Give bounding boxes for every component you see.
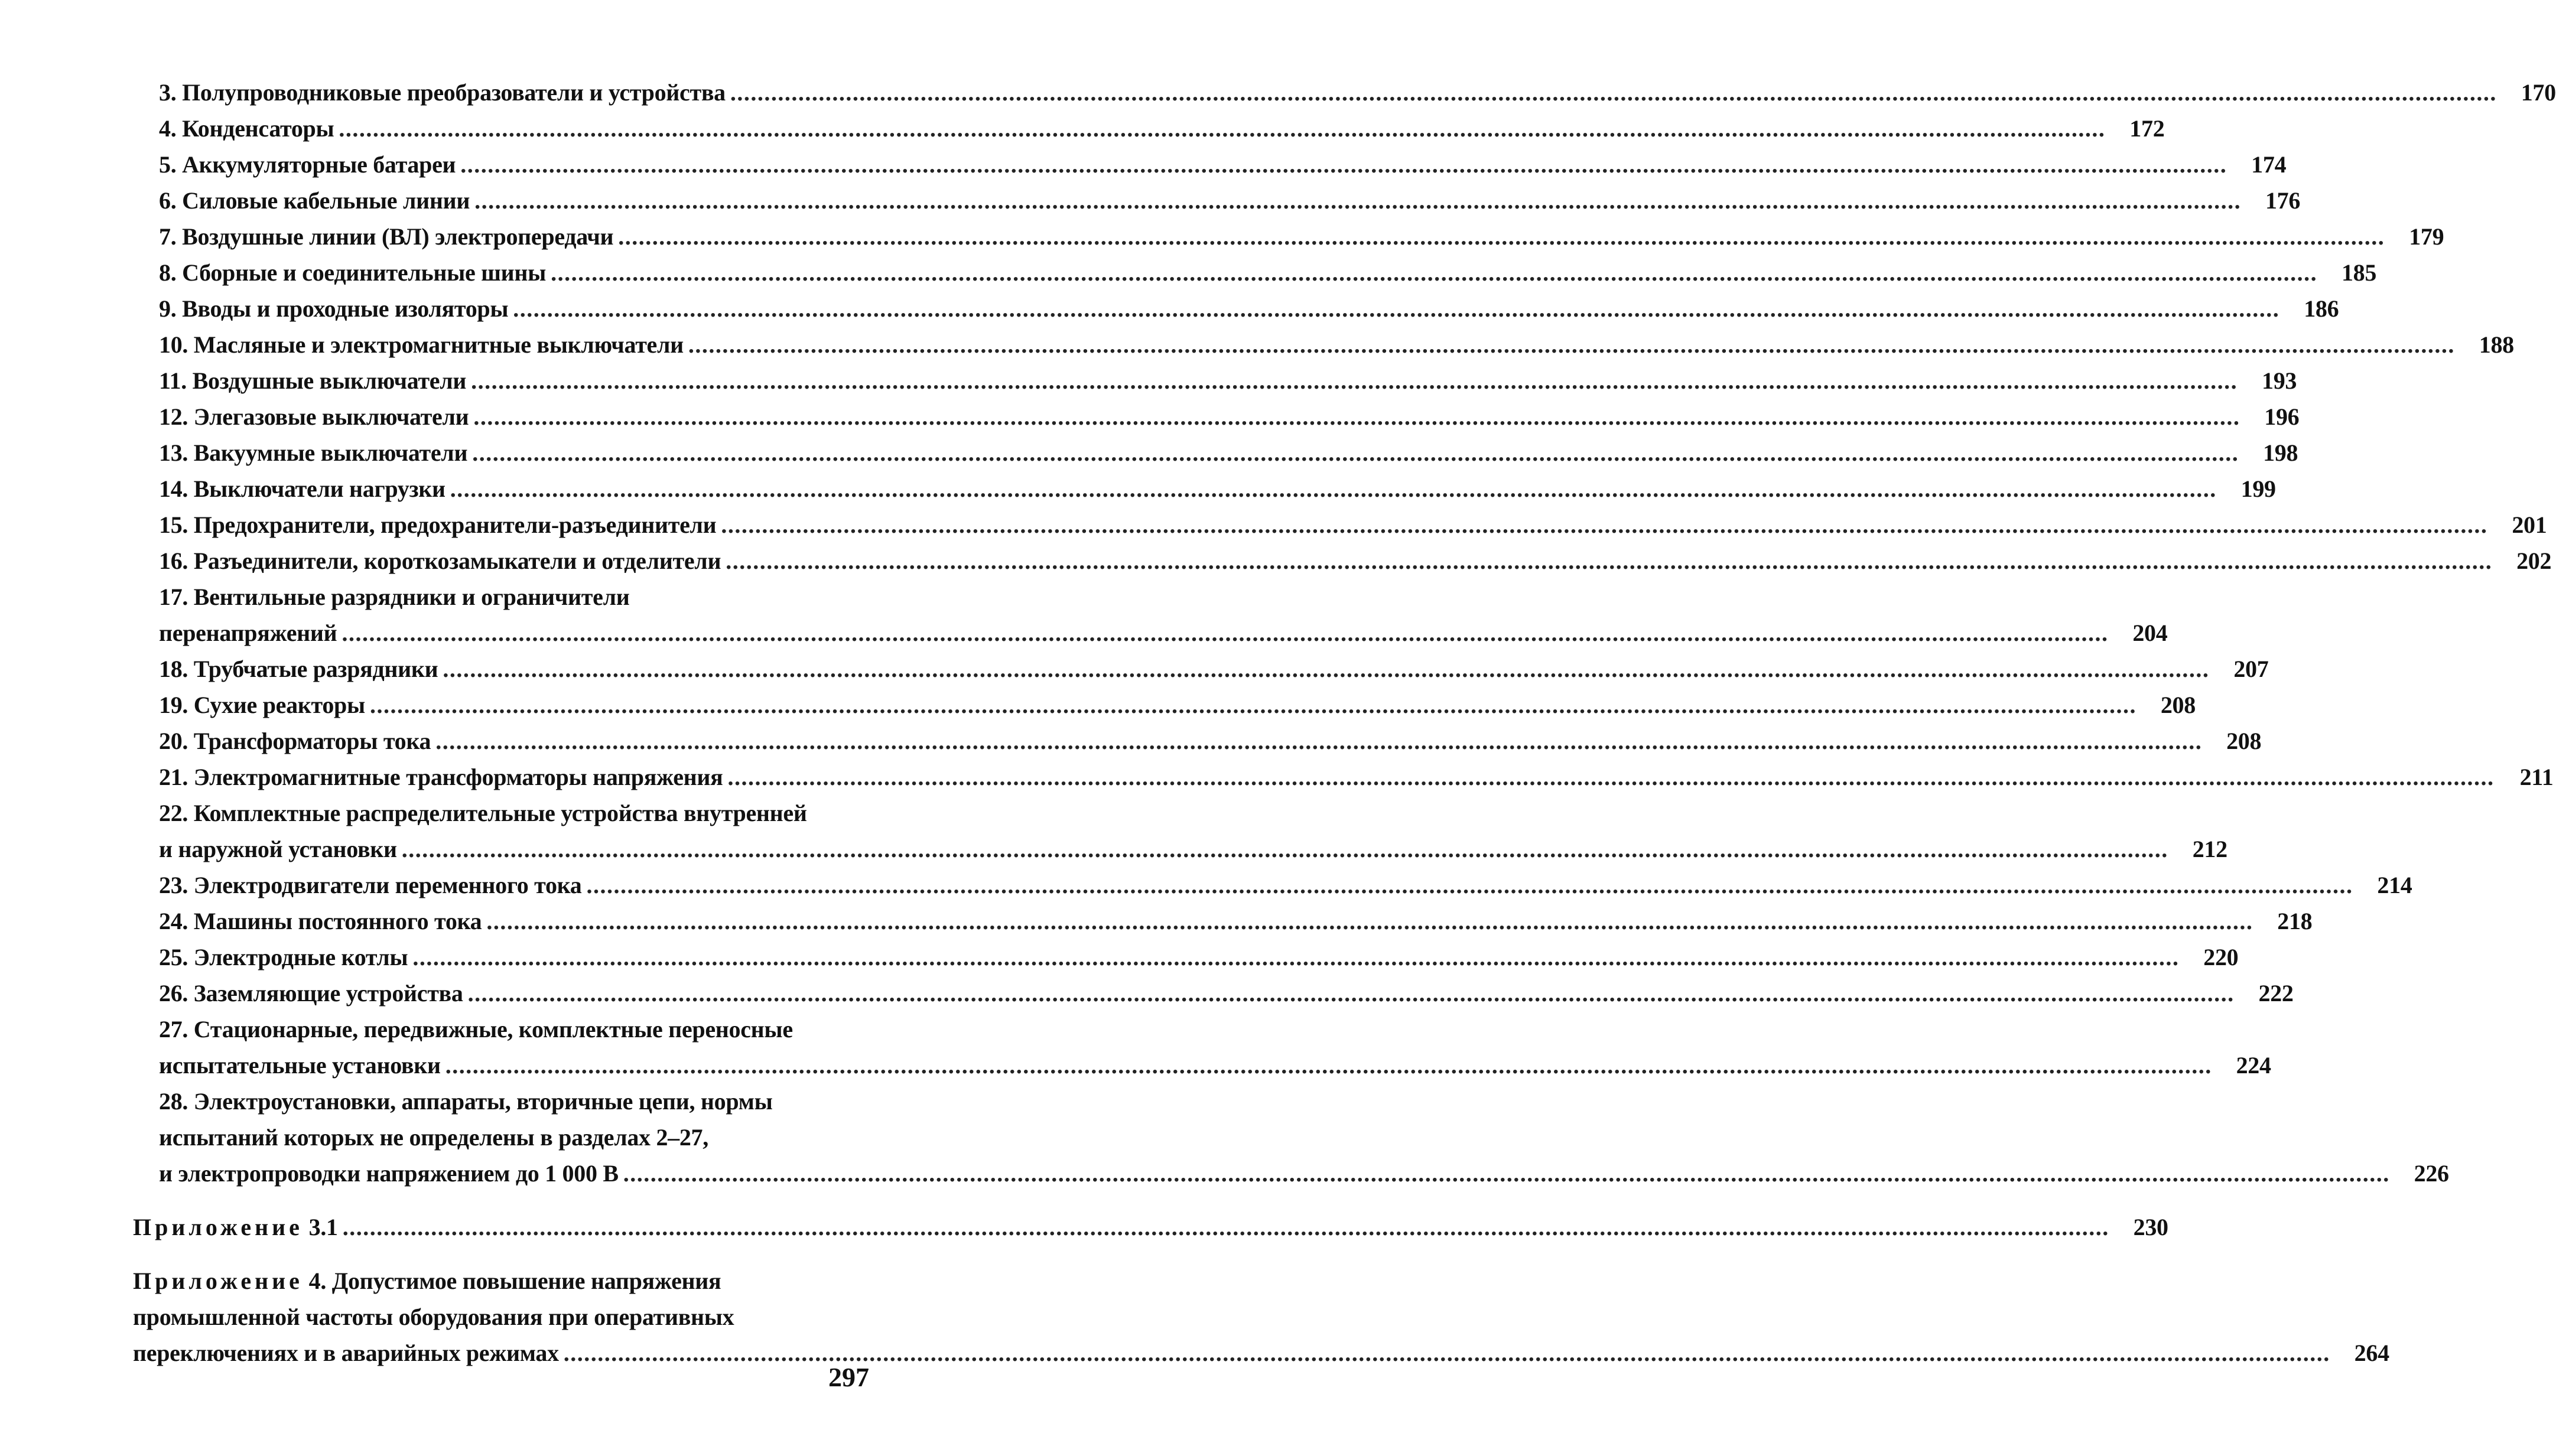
toc-entry[interactable] [133,867,2412,903]
toc-entry-title [159,471,445,507]
toc-entry-leader-line [159,255,2377,291]
toc-entry-text: 3.1 [303,1214,338,1240]
toc-entry-text: 12. Элегазовые выключатели [159,403,469,430]
toc-entry-title [159,975,463,1011]
toc-entry-leader-line [159,110,2165,146]
toc-entry-leader-line [159,867,2412,903]
toc-entry-title [159,255,546,291]
dot-leader: .................................................................................................................................................................................................................................................................... [474,187,2242,214]
toc-entry[interactable] [133,939,2239,975]
dot-leader: .................................................................................................................................................................................................................................................................... [726,548,2493,574]
dot-leader: .................................................................................................................................................................................................................................................................... [369,692,2136,718]
dot-leader: .................................................................................................................................................................................................................................................................... [460,151,2227,178]
section-gap [133,1245,874,1263]
toc-page-number: 172 [2129,115,2165,142]
toc-entry-leader-line [159,903,2313,939]
toc-entry-line [159,579,874,615]
toc-entry-text: 24. Машины постоянного тока [159,908,482,934]
toc-entry-title [159,183,470,219]
toc-entry-leader-line [133,1209,2168,1245]
toc-entry-leader-line [159,543,2552,579]
toc-entry-leader-line [159,507,2547,543]
toc-page-number: 220 [2203,944,2239,970]
toc-entry-text: 20. Трансформаторы тока [159,728,431,754]
dot-leader: .................................................................................................................................................................................................................................................................... [551,259,2318,286]
toc-page-number: 202 [2516,548,2552,574]
toc-appendix-entry[interactable] [133,1209,2168,1245]
toc-entry-text: промышленной частоты оборудования при оперативных [133,1304,734,1330]
toc-appendix-entry[interactable] [133,1263,2389,1371]
toc-entry[interactable] [133,146,2287,183]
dot-leader: .................................................................................................................................................................................................................................................................... [467,980,2235,1007]
toc-page-number: 204 [2132,620,2168,646]
toc-entry-title [159,615,337,651]
dot-leader: .................................................................................................................................................................................................................................................................... [412,944,2180,970]
toc-entry[interactable] [133,723,2262,759]
toc-entry-line [159,795,874,831]
toc-entry-text: 4. Конденсаторы [159,115,334,142]
toc-entry[interactable] [133,471,2276,507]
toc-entry-title [159,1155,619,1191]
toc-entry-text: 27. Стационарные, передвижные, комплектные переносные [159,1016,793,1043]
toc-entry-text: 16. Разъединители, короткозамыкатели и отделители [159,548,721,574]
toc-entry-text: 15. Предохранители, предохранители-разъединители [159,512,717,538]
toc-entry-text: 4. Допустимое повышение напряжения [303,1268,721,1294]
toc-entry-leader-line [159,327,2514,363]
toc-entry-title [159,831,397,867]
toc-page-number: 211 [2519,764,2554,790]
dot-leader: .................................................................................................................................................................................................................................................................... [471,367,2238,394]
toc-entry-text: испытательные установки [159,1052,441,1079]
toc-entry-text: 6. Силовые кабельные линии [159,187,470,214]
toc-entry-text: 22. Комплектные распределительные устройства внутренней [159,800,807,826]
toc-entry-text: и электропроводки напряжением до 1 000 В [159,1160,619,1187]
toc-entry-title [159,363,466,399]
toc-entry-text: 11. Воздушные выключатели [159,367,467,394]
toc-entry-title [159,687,365,723]
toc-page-number: 218 [2277,908,2313,934]
toc-entry-leader-line [159,939,2239,975]
dot-leader: .................................................................................................................................................................................................................................................................... [727,764,2495,790]
toc-entry-leader-line [159,831,2227,867]
toc-entry-leader-line [159,975,2294,1011]
appendix-label: Приложение [133,1268,303,1294]
toc-entry[interactable] [133,795,2227,867]
toc-entry-text: 8. Сборные и соединительные шины [159,259,547,286]
toc-entry-text: 3. Полупроводниковые преобразователи и устройства [159,79,726,106]
toc-entry-leader-line [159,291,2339,327]
toc-entry-text: 7. Воздушные линии (ВЛ) электропередачи [159,223,614,250]
dot-leader: .................................................................................................................................................................................................................................................................... [730,79,2497,106]
toc-page-number: 188 [2479,331,2514,358]
toc-page-number: 230 [2133,1214,2168,1240]
toc-entry-title [159,1047,441,1083]
toc-entry-text: 28. Электроустановки, аппараты, вторичные цепи, нормы [159,1088,773,1115]
toc-entry[interactable] [133,1011,2271,1083]
toc-page-number: 222 [2258,980,2294,1007]
appendix-label: Приложение [133,1214,303,1240]
dot-leader: .................................................................................................................................................................................................................................................................... [443,656,2210,682]
toc-page-number: 214 [2377,872,2412,898]
toc-entry-leader-line [159,759,2554,795]
toc-entry-leader-line [159,687,2196,723]
toc-entry-title [159,327,684,363]
toc-entry-text: 9. Вводы и проходные изоляторы [159,295,509,322]
dot-leader: .................................................................................................................................................................................................................................................................... [563,1340,2330,1366]
toc-entry[interactable] [133,903,2313,939]
toc-entry[interactable] [133,435,2298,471]
page-number: 297 [828,1362,869,1392]
toc-entry-text: и наружной установки [159,836,397,862]
dot-leader: .................................................................................................................................................................................................................................................................... [513,295,2280,322]
toc-entry-leader-line [159,1155,2449,1191]
toc-entry-leader-line [159,651,2269,687]
dot-leader: .................................................................................................................................................................................................................................................................... [473,403,2240,430]
toc-page-number: 208 [2226,728,2262,754]
dot-leader: .................................................................................................................................................................................................................................................................... [721,512,2488,538]
toc-entry[interactable] [133,110,2165,146]
toc-entry-text: 10. Масляные и электромагнитные выключатели [159,331,684,358]
toc-entry[interactable] [133,579,2168,651]
toc-page-number: 226 [2414,1160,2449,1187]
toc-entry-title [159,903,482,939]
toc-page-number: 179 [2409,223,2444,250]
toc-entry-leader-line [159,363,2297,399]
toc-entry[interactable] [133,219,2444,255]
toc-entry-text: 23. Электродвигатели переменного тока [159,872,582,898]
toc-entry-title [159,651,438,687]
toc-entry-leader-line [133,1335,2389,1371]
toc-page-number: 208 [2160,692,2196,718]
toc-page-number: 212 [2192,836,2227,862]
dot-leader: .................................................................................................................................................................................................................................................................... [339,115,2106,142]
toc-entry[interactable] [133,507,2547,543]
toc-entry-text: перенапряжений [159,620,337,646]
dot-leader: .................................................................................................................................................................................................................................................................... [618,223,2385,250]
toc-entry-leader-line [159,471,2276,507]
toc-entry-leader-line [159,723,2262,759]
toc-entry-leader-line [159,146,2287,183]
toc-entry-text: 5. Аккумуляторные батареи [159,151,456,178]
toc-entry[interactable] [133,363,2297,399]
dot-leader: .................................................................................................................................................................................................................................................................... [586,872,2353,898]
toc-entry-title [159,435,467,471]
toc-entry[interactable] [133,651,2269,687]
table-of-contents [133,74,2556,1371]
toc-entry-line [159,1083,874,1119]
toc-entry-text: переключениях и в аварийных режимах [133,1340,559,1366]
toc-entry[interactable] [133,399,2300,435]
toc-entry-line [159,1011,874,1047]
toc-entry-text: 17. Вентильные разрядники и ограничители [159,584,630,610]
toc-entry-text: 19. Сухие реакторы [159,692,365,718]
section-gap [133,1191,874,1209]
toc-entry-text: 21. Электромагнитные трансформаторы напряжения [159,764,723,790]
toc-entry[interactable] [133,759,2554,795]
toc-entry-title [159,867,582,903]
toc-entry-title [159,291,508,327]
toc-page-number: 174 [2251,151,2287,178]
dot-leader: .................................................................................................................................................................................................................................................................... [342,620,2109,646]
toc-entry[interactable] [133,327,2514,363]
toc-entry-line [159,1119,874,1155]
toc-entry-title [159,110,334,146]
toc-page-number: 207 [2233,656,2269,682]
toc-entry[interactable] [133,74,2556,110]
dot-leader: .................................................................................................................................................................................................................................................................... [401,836,2168,862]
toc-entry-text: 25. Электродные котлы [159,944,408,970]
toc-entry[interactable] [133,183,2301,219]
toc-entry-text: 13. Вакуумные выключатели [159,439,468,466]
toc-page-number: 264 [2354,1340,2389,1366]
toc-page-number: 170 [2521,79,2556,106]
toc-entry-title [159,74,726,110]
toc-entry-leader-line [159,183,2301,219]
dot-leader: .................................................................................................................................................................................................................................................................... [623,1160,2390,1187]
toc-entry-title [159,759,723,795]
toc-entry-line [133,1299,874,1335]
toc-entry-title [159,507,716,543]
toc-entry-title [133,1209,338,1245]
toc-entry[interactable] [133,975,2294,1011]
toc-entry[interactable] [133,543,2552,579]
toc-entry-title [159,723,431,759]
toc-page-number: 224 [2236,1052,2271,1079]
toc-entry-title [159,543,721,579]
dot-leader: .................................................................................................................................................................................................................................................................... [342,1214,2109,1240]
toc-entry[interactable] [133,255,2377,291]
toc-entry[interactable] [133,1083,2449,1191]
toc-entry[interactable] [133,291,2339,327]
toc-page-number: 186 [2304,295,2339,322]
toc-entry-title [159,146,456,183]
toc-entry-leader-line [159,435,2298,471]
toc-entry-text: 26. Заземляющие устройства [159,980,463,1007]
toc-page-number: 196 [2264,403,2300,430]
toc-page-number: 201 [2512,512,2547,538]
toc-entry-line [133,1263,874,1299]
toc-page-number: 199 [2240,475,2276,502]
toc-page-number: 198 [2263,439,2298,466]
dot-leader: .................................................................................................................................................................................................................................................................... [435,728,2203,754]
toc-entry-text: 18. Трубчатые разрядники [159,656,438,682]
dot-leader: .................................................................................................................................................................................................................................................................... [445,1052,2212,1079]
dot-leader: .................................................................................................................................................................................................................................................................... [486,908,2253,934]
toc-entry-text: 14. Выключатели нагрузки [159,475,445,502]
toc-page-number: 176 [2265,187,2301,214]
toc-entry-title [159,399,469,435]
toc-entry-leader-line [159,1047,2271,1083]
toc-entry-leader-line [159,615,2168,651]
toc-entry[interactable] [133,687,2196,723]
toc-page-number: 193 [2262,367,2297,394]
toc-entry-leader-line [159,74,2556,110]
toc-entry-text: испытаний которых не определены в разделах 2–27, [159,1124,708,1151]
toc-entry-title [159,939,408,975]
toc-entry-leader-line [159,399,2300,435]
toc-page-number: 185 [2341,259,2377,286]
dot-leader: .................................................................................................................................................................................................................................................................... [472,439,2239,466]
toc-entry-title [159,219,613,255]
toc-entry-leader-line [159,219,2444,255]
dot-leader: .................................................................................................................................................................................................................................................................... [688,331,2455,358]
dot-leader: .................................................................................................................................................................................................................................................................... [450,475,2217,502]
toc-entry-title [133,1335,559,1371]
